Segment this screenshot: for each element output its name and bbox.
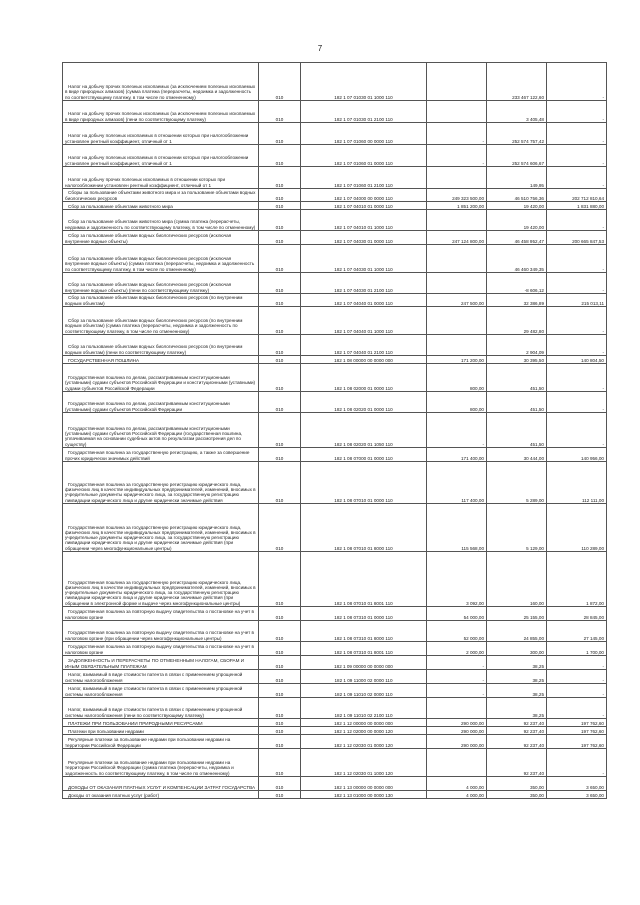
table-row bbox=[63, 307, 607, 335]
row-executed: 451,50 bbox=[487, 364, 547, 392]
row-classification-code: 182 1 13 01000 00 0000 130 bbox=[301, 791, 427, 799]
table-row bbox=[63, 413, 607, 448]
row-admin-code: 010 bbox=[259, 356, 301, 364]
row-unexecuted: 197 762,60 bbox=[547, 735, 607, 749]
row-classification-code: 182 1 08 02000 01 0000 110 bbox=[301, 364, 427, 392]
row-executed: 3 405,48 bbox=[487, 101, 547, 123]
row-executed: 92 237,40 bbox=[487, 727, 547, 735]
row-executed: 46 510 756,36 bbox=[487, 189, 547, 202]
row-classification-code: 182 1 08 07310 01 0000 110 bbox=[301, 607, 427, 621]
row-approved-plan: 290 000,00 bbox=[427, 719, 487, 727]
table-row bbox=[63, 210, 607, 231]
row-unexecuted: 110 289,00 bbox=[547, 504, 607, 552]
row-approved-plan: 171 200,00 bbox=[427, 356, 487, 364]
row-unexecuted: - bbox=[547, 392, 607, 413]
row-approved-plan bbox=[427, 167, 487, 189]
row-admin-code: 010 bbox=[259, 145, 301, 167]
row-name: ПЛАТЕЖИ ПРИ ПОЛЬЗОВАНИИ ПРИРОДНЫМИ РЕСУРСАМИ bbox=[63, 719, 259, 727]
row-classification-code: 182 1 07 01060 01 2100 110 bbox=[301, 167, 427, 189]
row-admin-code: 010 bbox=[259, 719, 301, 727]
row-classification-code: 182 1 07 04000 00 0000 110 bbox=[301, 189, 427, 202]
row-classification-code: 182 1 07 01030 01 2100 110 bbox=[301, 101, 427, 123]
table-row bbox=[63, 656, 607, 670]
row-classification-code: 182 1 13 00000 00 0000 000 bbox=[301, 777, 427, 791]
row-approved-plan: 800,00 bbox=[427, 364, 487, 392]
row-admin-code: 010 bbox=[259, 231, 301, 245]
row-unexecuted: - bbox=[547, 670, 607, 684]
table-row bbox=[63, 101, 607, 123]
row-admin-code: 010 bbox=[259, 63, 301, 101]
row-name: ДОХОДЫ ОТ ОКАЗАНИЯ ПЛАТНЫХ УСЛУГ И КОМПЕНСАЦИИ ЗАТРАТ ГОСУДАРСТВА bbox=[63, 777, 259, 791]
row-approved-plan: - bbox=[427, 413, 487, 448]
table-row bbox=[63, 145, 607, 167]
row-executed: 38,25 bbox=[487, 656, 547, 670]
page-number: 7 bbox=[317, 44, 323, 53]
row-approved-plan bbox=[427, 273, 487, 294]
table-row bbox=[63, 294, 607, 307]
row-classification-code: 182 1 07 04040 01 0000 110 bbox=[301, 294, 427, 307]
table-row bbox=[63, 735, 607, 749]
row-classification-code: 182 1 07 01060 00 0000 110 bbox=[301, 123, 427, 145]
row-unexecuted: - bbox=[547, 684, 607, 698]
row-approved-plan: 3 092,00 bbox=[427, 552, 487, 607]
row-approved-plan bbox=[427, 307, 487, 335]
row-unexecuted: 197 762,60 bbox=[547, 719, 607, 727]
row-name: Государственная пошлина за повторную выдачу свидетельства о постановке на учет в налоговом органе bbox=[63, 607, 259, 621]
table-row bbox=[63, 356, 607, 364]
row-unexecuted: - bbox=[547, 364, 607, 392]
row-admin-code: 010 bbox=[259, 167, 301, 189]
row-executed: 19 420,00 bbox=[487, 210, 547, 231]
row-unexecuted: 140 956,00 bbox=[547, 448, 607, 462]
row-unexecuted: - bbox=[547, 63, 607, 101]
row-unexecuted: - bbox=[547, 245, 607, 273]
row-classification-code: 182 1 07 04030 01 2100 110 bbox=[301, 273, 427, 294]
row-approved-plan: - bbox=[427, 656, 487, 670]
row-classification-code: 182 1 07 04030 01 1000 110 bbox=[301, 245, 427, 273]
row-classification-code: 182 1 07 04010 01 0000 110 bbox=[301, 202, 427, 210]
row-executed: 92 237,40 bbox=[487, 735, 547, 749]
row-admin-code: 010 bbox=[259, 273, 301, 294]
row-name: Налог, взимаемый в виде стоимости патента в связи с применением упрощенной системы налогообложения bbox=[63, 670, 259, 684]
row-classification-code: 182 1 07 04040 01 2100 110 bbox=[301, 335, 427, 356]
row-approved-plan: - bbox=[427, 123, 487, 145]
table-row bbox=[63, 448, 607, 462]
table-row bbox=[63, 727, 607, 735]
row-name: Сбор за пользование объектами водных биологических ресурсов (по внутренним водным объектам) bbox=[63, 294, 259, 307]
row-approved-plan: 4 000,00 bbox=[427, 777, 487, 791]
row-approved-plan: 2 000,00 bbox=[427, 642, 487, 656]
row-approved-plan: 4 000,00 bbox=[427, 791, 487, 799]
table-row bbox=[63, 364, 607, 392]
row-admin-code: 010 bbox=[259, 727, 301, 735]
table-row bbox=[63, 167, 607, 189]
row-executed: 25 155,00 bbox=[487, 607, 547, 621]
row-unexecuted: 3 650,00 bbox=[547, 777, 607, 791]
row-admin-code: 010 bbox=[259, 307, 301, 335]
row-unexecuted: 215 013,11 bbox=[547, 294, 607, 307]
row-approved-plan: 171 400,00 bbox=[427, 448, 487, 462]
table-row bbox=[63, 698, 607, 719]
table-row bbox=[63, 504, 607, 552]
row-unexecuted: 27 145,00 bbox=[547, 621, 607, 642]
table-row bbox=[63, 273, 607, 294]
row-admin-code: 010 bbox=[259, 735, 301, 749]
row-approved-plan: 249 323 500,00 bbox=[427, 189, 487, 202]
row-unexecuted: 202 712 810,64 bbox=[547, 189, 607, 202]
row-executed: 46 458 952,47 bbox=[487, 231, 547, 245]
row-admin-code: 010 bbox=[259, 670, 301, 684]
row-executed: 19 420,00 bbox=[487, 202, 547, 210]
row-executed: 24 855,00 bbox=[487, 621, 547, 642]
table-row bbox=[63, 552, 607, 607]
table-row bbox=[63, 123, 607, 145]
row-classification-code: 182 1 12 02000 00 0000 120 bbox=[301, 727, 427, 735]
row-unexecuted: - bbox=[547, 698, 607, 719]
row-admin-code: 010 bbox=[259, 210, 301, 231]
row-classification-code: 182 1 09 11010 02 0000 110 bbox=[301, 684, 427, 698]
row-name: Государственная пошлина по делам, рассматриваемым конституционными (уставными) судами субъектов Российской Федерации bbox=[63, 392, 259, 413]
row-unexecuted: - bbox=[547, 413, 607, 448]
table-row bbox=[63, 189, 607, 202]
row-approved-plan: 52 000,00 bbox=[427, 621, 487, 642]
table-body bbox=[63, 63, 607, 799]
row-executed: 149,95 bbox=[487, 167, 547, 189]
row-unexecuted: 112 111,00 bbox=[547, 462, 607, 504]
row-classification-code: 182 1 12 00000 00 0000 000 bbox=[301, 719, 427, 727]
row-admin-code: 010 bbox=[259, 504, 301, 552]
row-unexecuted: - bbox=[547, 335, 607, 356]
row-admin-code: 010 bbox=[259, 777, 301, 791]
row-approved-plan bbox=[427, 210, 487, 231]
table-row bbox=[63, 642, 607, 656]
row-name: Сбор за пользование объектами водных биологических ресурсов (по внутренним водным объектам) (пени по соответствующему платежу) bbox=[63, 335, 259, 356]
row-name: Государственная пошлина за государственную регистрацию, а также за совершение прочих юридически значимых действий bbox=[63, 448, 259, 462]
row-unexecuted: 197 762,60 bbox=[547, 727, 607, 735]
row-approved-plan: 54 000,00 bbox=[427, 607, 487, 621]
table-row bbox=[63, 749, 607, 777]
row-approved-plan: - bbox=[427, 670, 487, 684]
row-admin-code: 010 bbox=[259, 202, 301, 210]
row-approved-plan: 247 500,00 bbox=[427, 294, 487, 307]
row-admin-code: 010 bbox=[259, 413, 301, 448]
row-classification-code: 182 1 09 11000 02 0000 110 bbox=[301, 670, 427, 684]
row-name: Регулярные платежи за пользование недрами при пользовании недрами на территории Российской Федерации (сумма платежа (перерасчеты, недоимка и задолженность по соответствующему платежу, в том числе по отмененному) bbox=[63, 749, 259, 777]
row-executed: 5 129,00 bbox=[487, 504, 547, 552]
row-approved-plan bbox=[427, 245, 487, 273]
row-unexecuted: 200 665 847,53 bbox=[547, 231, 607, 245]
row-executed: 30 395,50 bbox=[487, 356, 547, 364]
row-approved-plan: 1 851 200,00 bbox=[427, 202, 487, 210]
row-admin-code: 010 bbox=[259, 364, 301, 392]
row-name: Государственная пошлина за государственную регистрацию юридического лица, физических лиц в качестве индивидуальных предпринимателей, изменений, вносимых в учредительные документы юридического лица, за государственную регистрацию ликвидации юридического лица и другие юридически значимые действия bbox=[63, 462, 259, 504]
row-executed: 252 574 757,42 bbox=[487, 123, 547, 145]
row-approved-plan bbox=[427, 698, 487, 719]
row-executed: 38,25 bbox=[487, 684, 547, 698]
row-classification-code: 182 1 08 07310 01 8000 110 bbox=[301, 621, 427, 642]
row-unexecuted: - bbox=[547, 210, 607, 231]
row-classification-code: 182 1 08 07010 01 8000 110 bbox=[301, 504, 427, 552]
row-classification-code: 182 1 08 02020 01 0000 110 bbox=[301, 392, 427, 413]
row-admin-code: 010 bbox=[259, 552, 301, 607]
row-name: ГОСУДАРСТВЕННАЯ ПОШЛИНА bbox=[63, 356, 259, 364]
table-row bbox=[63, 63, 607, 101]
row-unexecuted: - bbox=[547, 123, 607, 145]
row-admin-code: 010 bbox=[259, 245, 301, 273]
row-executed: 451,50 bbox=[487, 392, 547, 413]
row-classification-code: 182 1 08 07010 01 8001 110 bbox=[301, 552, 427, 607]
row-unexecuted: 3 650,00 bbox=[547, 791, 607, 799]
row-executed: 252 574 606,67 bbox=[487, 145, 547, 167]
row-unexecuted: 1 872,00 bbox=[547, 552, 607, 607]
row-approved-plan: 115 568,00 bbox=[427, 504, 487, 552]
row-name: Сбор за пользование объектами водных биологических ресурсов (исключая внутренние водные объекты) (сумма платежа (перерасчеты, недоимка и задолженность по соответствующему платежу, в том числе по отмененному) bbox=[63, 245, 259, 273]
row-name: Налог на добычу прочих полезных ископаемых (за исключением полезных ископаемых в виде природных алмазов) (сумма платежа (перерасчеты, недоимка и задолженность по соответствующему платежу, в том числе по отмененному) bbox=[63, 63, 259, 101]
row-classification-code: 182 1 08 07010 01 0000 110 bbox=[301, 462, 427, 504]
row-admin-code: 010 bbox=[259, 642, 301, 656]
row-executed: 38,25 bbox=[487, 698, 547, 719]
table-row bbox=[63, 607, 607, 621]
row-name: Сборы за пользование объектами животного мира и за пользование объектами водных биологических ресурсов bbox=[63, 189, 259, 202]
row-name: Налог, взимаемый в виде стоимости патента в связи с применением упрощенной системы налогообложения (пени по соответствующему платежу) bbox=[63, 698, 259, 719]
row-admin-code: 010 bbox=[259, 656, 301, 670]
table-row bbox=[63, 202, 607, 210]
row-unexecuted: 140 804,50 bbox=[547, 356, 607, 364]
row-unexecuted: 1 700,00 bbox=[547, 642, 607, 656]
row-name: ЗАДОЛЖЕННОСТЬ И ПЕРЕРАСЧЕТЫ ПО ОТМЕНЕННЫМ НАЛОГАМ, СБОРАМ И ИНЫМ ОБЯЗАТЕЛЬНЫМ ПЛАТЕЖАМ bbox=[63, 656, 259, 670]
row-executed: -8 606,12 bbox=[487, 273, 547, 294]
row-unexecuted: - bbox=[547, 273, 607, 294]
row-name: Государственная пошлина за государственную регистрацию юридического лица, физических лиц в качестве индивидуальных предпринимателей, изменений, вносимых в учредительные документы юридического лица, за государственную регистрацию ликвидации юридического лица и другие юридически значимые действия (при обращении в электронной форме и выдаче через многофункциональные центры) bbox=[63, 552, 259, 607]
table-row bbox=[63, 777, 607, 791]
row-classification-code: 182 1 07 01060 01 0000 110 bbox=[301, 145, 427, 167]
row-admin-code: 010 bbox=[259, 335, 301, 356]
row-approved-plan: 290 000,00 bbox=[427, 735, 487, 749]
row-name: Налог на добычу полезных ископаемых в отношении которых при налогообложении установлен рентный коэффициент, отличный от 1 bbox=[63, 123, 259, 145]
row-name: Сбор за пользование объектами водных биологических ресурсов (по внутренним водным объектам) (сумма платежа (перерасчеты, недоимка и задолженность по соответствующему платежу, в том числе по отмененному) bbox=[63, 307, 259, 335]
row-unexecuted: - bbox=[547, 749, 607, 777]
row-name: Доходы от оказания платных услуг (работ) bbox=[63, 791, 259, 799]
row-admin-code: 010 bbox=[259, 684, 301, 698]
row-unexecuted: - bbox=[547, 656, 607, 670]
row-classification-code: 182 1 07 04010 01 1000 110 bbox=[301, 210, 427, 231]
row-executed: 32 386,89 bbox=[487, 294, 547, 307]
row-name: Регулярные платежи за пользование недрами при пользовании недрами на территории Российской Федерации bbox=[63, 735, 259, 749]
row-executed: 92 237,40 bbox=[487, 719, 547, 727]
row-admin-code: 010 bbox=[259, 101, 301, 123]
row-approved-plan bbox=[427, 749, 487, 777]
row-executed: 5 289,00 bbox=[487, 462, 547, 504]
revenue-table bbox=[62, 62, 607, 799]
row-executed: 30 444,00 bbox=[487, 448, 547, 462]
row-admin-code: 010 bbox=[259, 189, 301, 202]
row-unexecuted: - bbox=[547, 145, 607, 167]
row-admin-code: 010 bbox=[259, 294, 301, 307]
row-name: Налог на добычу полезных ископаемых в отношении которых при налогообложении установлен рентный коэффициент, отличный от 1 bbox=[63, 145, 259, 167]
row-name: Государственная пошлина по делам, рассматриваемым конституционными (уставными) судами субъектов Российской Федерации (государственная пошлина, уплачиваемая на основании судебных актов по результатам рассмотрения дел по существу) bbox=[63, 413, 259, 448]
row-name: Платежи при пользовании недрами bbox=[63, 727, 259, 735]
row-approved-plan: - bbox=[427, 684, 487, 698]
row-classification-code: 182 1 12 02030 01 0000 120 bbox=[301, 735, 427, 749]
row-unexecuted: 28 845,00 bbox=[547, 607, 607, 621]
row-admin-code: 010 bbox=[259, 607, 301, 621]
row-name: Налог на добычу прочих полезных ископаемых (за исключением полезных ископаемых в виде природных алмазов) (пени по соответствующему платежу) bbox=[63, 101, 259, 123]
table-row bbox=[63, 791, 607, 799]
row-name: Сбор за пользование объектами животного мира (сумма платежа (перерасчеты, недоимка и задолженность по соответствующему платежу, в том числе по отмененному) bbox=[63, 210, 259, 231]
row-approved-plan bbox=[427, 63, 487, 101]
row-classification-code: 182 1 08 02020 01 1050 110 bbox=[301, 413, 427, 448]
table-row bbox=[63, 719, 607, 727]
row-admin-code: 010 bbox=[259, 123, 301, 145]
row-unexecuted: - bbox=[547, 307, 607, 335]
row-executed: 233 467 122,60 bbox=[487, 63, 547, 101]
row-admin-code: 010 bbox=[259, 448, 301, 462]
row-classification-code: 182 1 08 07310 01 8001 110 bbox=[301, 642, 427, 656]
row-approved-plan bbox=[427, 101, 487, 123]
row-executed: 46 460 349,35 bbox=[487, 245, 547, 273]
row-name: Государственная пошлина по делам, рассматриваемым конституционными (уставными) судами субъектов Российской Федерации и конституционными (уставными) судами субъектов Российской Федерации bbox=[63, 364, 259, 392]
row-executed: 29 482,80 bbox=[487, 307, 547, 335]
row-executed: 350,00 bbox=[487, 777, 547, 791]
table-row bbox=[63, 670, 607, 684]
row-admin-code: 010 bbox=[259, 392, 301, 413]
row-approved-plan: - bbox=[427, 145, 487, 167]
row-name: Налог на добычу прочих полезных ископаемых в отношении которых при налогообложении установлен рентный коэффициент, отличный от 1 bbox=[63, 167, 259, 189]
row-unexecuted: 1 831 880,00 bbox=[547, 202, 607, 210]
row-classification-code: 182 1 07 01030 01 1000 110 bbox=[301, 63, 427, 101]
row-classification-code: 182 1 07 04030 01 0000 110 bbox=[301, 231, 427, 245]
row-approved-plan: 247 124 800,00 bbox=[427, 231, 487, 245]
row-name: Государственная пошлина за повторную выдачу свидетельства о постановке на учет в налоговом органе bbox=[63, 642, 259, 656]
row-approved-plan: 117 400,00 bbox=[427, 462, 487, 504]
row-classification-code: 182 1 08 07000 01 0000 110 bbox=[301, 448, 427, 462]
row-classification-code: 182 1 09 11010 02 2100 110 bbox=[301, 698, 427, 719]
row-approved-plan: 800,00 bbox=[427, 392, 487, 413]
row-unexecuted: - bbox=[547, 167, 607, 189]
row-name: Сбор за пользование объектами животного мира bbox=[63, 202, 259, 210]
table-row bbox=[63, 462, 607, 504]
row-admin-code: 010 bbox=[259, 749, 301, 777]
row-executed: 160,00 bbox=[487, 552, 547, 607]
row-unexecuted: - bbox=[547, 101, 607, 123]
row-classification-code: 182 1 09 00000 00 0000 000 bbox=[301, 656, 427, 670]
row-admin-code: 010 bbox=[259, 462, 301, 504]
row-name: Сбор за пользование объектами водных биологических ресурсов (исключая внутренние водные объекты) bbox=[63, 231, 259, 245]
row-name: Государственная пошлина за государственную регистрацию юридического лица, физических лиц в качестве индивидуальных предпринимателей, изменений, вносимых в учредительные документы юридического лица, за государственную регистрацию ликвидации юридического лица и другие юридически значимые действия (при обращении через многофункциональные центры) bbox=[63, 504, 259, 552]
row-name: Государственная пошлина за повторную выдачу свидетельства о постановке на учет в налоговом органе (при обращении через многофункциональные центры) bbox=[63, 621, 259, 642]
row-classification-code: 182 1 12 02030 01 1000 120 bbox=[301, 749, 427, 777]
row-classification-code: 182 1 07 04040 01 1000 110 bbox=[301, 307, 427, 335]
row-classification-code: 182 1 08 00000 00 0000 000 bbox=[301, 356, 427, 364]
row-name: Сбор за пользование объектами водных биологических ресурсов (исключая внутренние водные объекты) (пени по соответствующему платежу) bbox=[63, 273, 259, 294]
row-executed: 92 237,40 bbox=[487, 749, 547, 777]
row-executed: 451,50 bbox=[487, 413, 547, 448]
row-approved-plan bbox=[427, 335, 487, 356]
row-executed: 2 904,09 bbox=[487, 335, 547, 356]
table-row bbox=[63, 392, 607, 413]
row-admin-code: 010 bbox=[259, 791, 301, 799]
row-name: Налог, взимаемый в виде стоимости патента в связи с применением упрощенной системы налогообложения bbox=[63, 684, 259, 698]
row-executed: 38,25 bbox=[487, 670, 547, 684]
table-row bbox=[63, 621, 607, 642]
row-admin-code: 010 bbox=[259, 698, 301, 719]
table-row bbox=[63, 335, 607, 356]
table-row bbox=[63, 684, 607, 698]
row-executed: 300,00 bbox=[487, 642, 547, 656]
table-row bbox=[63, 245, 607, 273]
row-approved-plan: 290 000,00 bbox=[427, 727, 487, 735]
row-executed: 350,00 bbox=[487, 791, 547, 799]
row-admin-code: 010 bbox=[259, 621, 301, 642]
table-row bbox=[63, 231, 607, 245]
